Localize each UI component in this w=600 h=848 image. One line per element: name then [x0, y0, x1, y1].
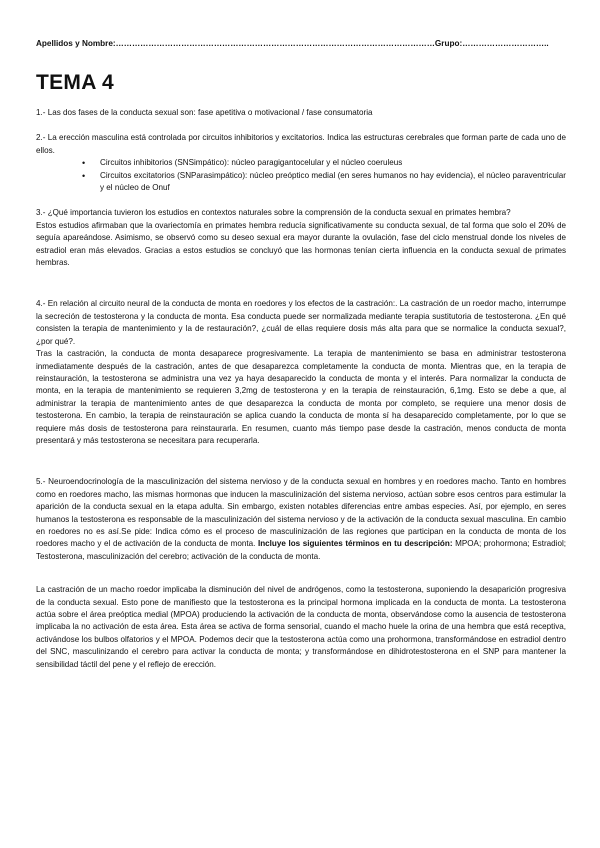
bullet-inhibitory: • Circuitos inhibitorios (SNSimpático): núcleo paragigantocelular y el núcleo coeruleus: [100, 157, 566, 169]
question-3: [36, 207, 566, 269]
question-4-text: 4.- En relación al circuito neural de la conducta de monta en roedores y los efectos de la castración:. La castración de un roedor macho, interrumpe la secreción de testosterona y la conducta de monta. Esa conducta puede ser normalizada mediante terapia sustitutoria de testosterona. ¿En qué consisten la terapia de mantenimiento y la de restauración?, ¿cuál de ellas requiere dosis más alta para que se normalice la conducta sexual?, ¿por qué?.: [36, 299, 566, 346]
answer-5: [36, 584, 566, 671]
question-5: [36, 476, 566, 563]
question-1: [36, 107, 566, 119]
answer-4-text: Tras la castración, la conducta de monta desaparece progresivamente. La terapia de mantenimiento se basa en administrar testosterona inmediatamente después de la castración, antes de que desaparezca completamente la conducta de monta. Mientras que, en la terapia de reinstauración, la testosterona se administra una vez ya haya desaparecido la conducta de monta y el interés. Para normalizar la conducta de monta, en la terapia de mantenimiento se requieren 3,2mg de testosterona y en la terapia de reinstauración, 6,1mg. Esto se debe a que, al administrar la terapia de mantenimiento antes de que desaparezca la conducta de monta por completo, se requiere una menor dosis de testosterona. En cambio, la terapia de reinstauración se aplica cuando la conducta de monta sí ha desaparecido completamente, por lo que se requiere más dosis de testosterona para reinstaurarla. En resumen, cuanto más tiempo pase desde la castración, menos conducta de monta presentará y más testosterona se necesitara para recuperarla.: [36, 349, 566, 445]
answer-3-text: Estos estudios afirmaban que la ovariectomía en primates hembra reducía significativamente su conducta sexual, de tal forma que solo el 20% de seguía apareándose. Asimismo, se observó como su deseo sexual era mayor durante la ovulación, fase del ciclo menstrual donde los niveles de estradiol eran más elevados. Gracias a estos estudios se concluyó que las hormonas tenían cierta influencia en la conducta sexual de primates hembras.: [36, 220, 566, 268]
page-title: TEMA 4: [36, 71, 115, 94]
document-page: [36, 38, 566, 678]
question-2-text: 2.- La erección masculina está controlada por circuitos inhibitorios y excitatorios. Indica las estructuras cerebrales que forman parte de cada uno de ellos.: [36, 133, 566, 155]
name-group-header: Apellidos y Nombre:………………………………………………………………………………………………………Grupo:…………………………..: [36, 39, 549, 48]
question-5-terms: MPOA; prohormona; Estradiol; Testosterona, masculinización del cerebro; activación de la conducta de monta.: [36, 539, 567, 561]
question-5-text: [36, 476, 566, 563]
question-3-text: 3.- ¿Qué importancia tuvieron los estudios en contextos naturales sobre la comprensión de la conducta sexual en primates hembra?: [36, 208, 511, 218]
question-4: [36, 298, 566, 447]
question-5-prompt: 5.- Neuroendocrinología de la masculinización del sistema nervioso y de la conducta sexual en hombres y en roedores macho. Tanto en hombres como en roedores macho, las mismas hormonas que inducen la masculinización del sistema nervioso, actúan sobre esos centros para estimular la aparición de la conducta sexual en la etapa adulta. Sin embargo, existen notables diferencias entre ambas especies. Así, por ejemplo, en seres humanos la testosterona es responsable de la masculinización del sistema nervioso y de la activación de la conducta sexual masculina. En cambio en roedores no es así.Se pide: Indica cómo es el proceso de masculinización de las regiones que participan en la conducta de monta de los roedores macho y el de activación de la conducta de monta.: [36, 477, 566, 549]
question-2: [36, 132, 566, 194]
question-2-bullets: [36, 157, 566, 194]
answer-5-text: La castración de un macho roedor implicaba la disminución del nivel de andrógenos, como la testosterona, suponiendo la desaparición progresiva de la conducta sexual. Esto pone de manifiesto que la testosterona es la principal hormona implicada en la conducta de monta. La testosterona actúa sobre el área preóptica medial (MPOA) produciendo la activación de la conducta de monta, observándose como la ausencia de testosterona implicaba la no activación de esta área. Esta área se activa de forma sensorial, cuando el macho huele la orina de una hembra que está receptiva, activándose los bulbos olfatorios y el MPOA. Podemos decir que la testosterona actúa como una prohormona, transformándose en estradiol dentro del SNC, masculinizando el cerebro para activar la conducta de monta; y transformándose en dihidrotestosterona en el SNP para mantener la sensibilidad táctil del pene y el reflejo de erección.: [36, 585, 566, 669]
question-1-text: 1.- Las dos fases de la conducta sexual son: fase apetitiva o motivacional / fase consumatoria: [36, 108, 373, 117]
bullet-excitatory: • Circuitos excitatorios (SNParasimpático): núcleo preóptico medial (en seres humanos no hay evidencia), el núcleo paraventricular y el núcleo de Onuf: [100, 170, 566, 195]
question-5-instruction: Incluye los siguientes términos en tu descripción:: [257, 539, 453, 549]
